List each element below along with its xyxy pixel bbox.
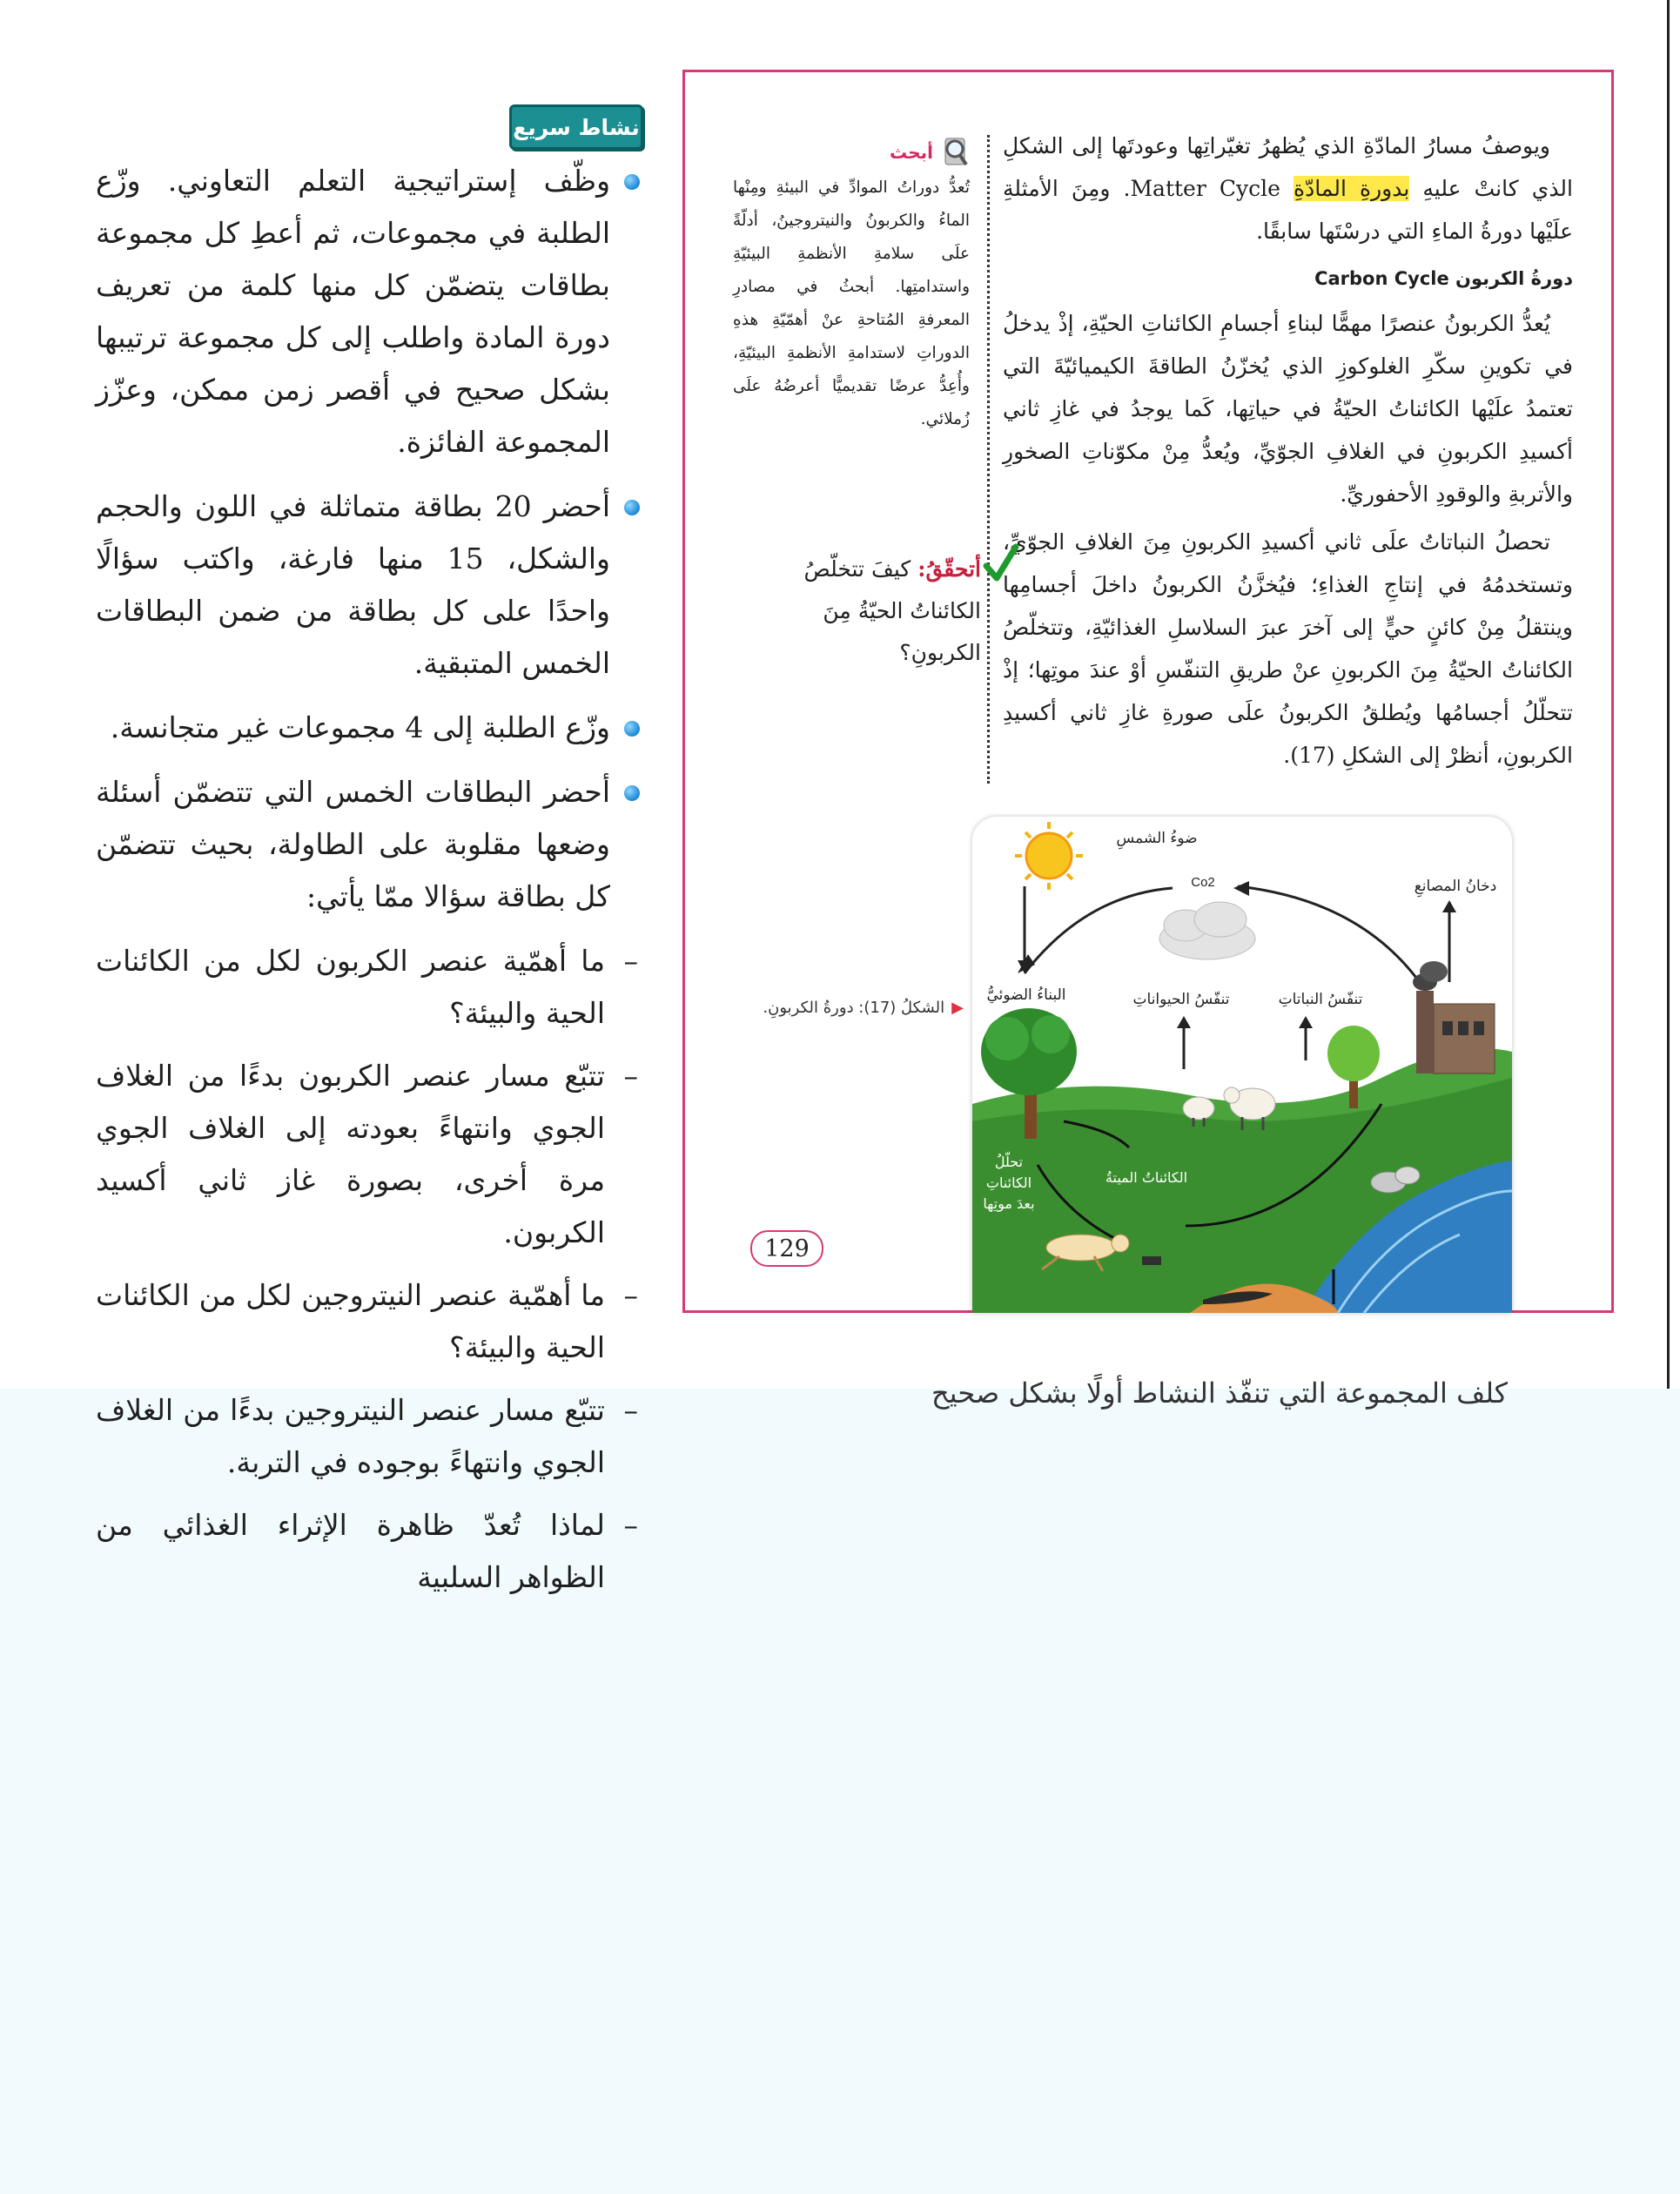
bullet-dot-icon bbox=[624, 785, 640, 801]
question-item bbox=[96, 935, 640, 1040]
dead-organisms-label: الكائناتُ الميتةُ bbox=[1105, 1169, 1188, 1186]
margin-rule bbox=[1667, 0, 1670, 1389]
checkmark-icon bbox=[983, 543, 1019, 583]
note-bullet bbox=[96, 481, 640, 690]
page-number: 129 bbox=[750, 1230, 823, 1267]
carbon-cycle-figure bbox=[972, 817, 1512, 1313]
check-text: كيفَ تتخلّصُ الكائناتُ الحيّةُ مِنَ الكربونِ؟ bbox=[803, 556, 981, 665]
highlighted-term: بدورةِ المادّةِ bbox=[1294, 176, 1410, 201]
arrow-head-icon bbox=[1299, 1016, 1313, 1028]
dash-marker: – bbox=[623, 1508, 638, 1542]
insects-icon bbox=[1142, 1256, 1161, 1265]
carbon-cycle-illustration bbox=[972, 817, 1512, 1313]
note-text: أحضر 20 بطاقة متماثلة في اللون والحجم والشكل، 15 منها فارغة، واكتب سؤالًا واحدًا على كل بطاقة من ضمن البطاقات الخمس المتبقية. bbox=[96, 489, 611, 680]
question-text: تتبّع مسار عنصر الكربون بدءًا من الغلاف الجوي وانتهاءً بعودته إلى الغلاف الجوي مرة أخرى، بصورة غاز ثاني أكسيد الكربون. bbox=[96, 1059, 605, 1249]
decay-label-line3: بعدَ موتِها bbox=[983, 1195, 1035, 1212]
photosynthesis-label: البناءُ الضوئيُّ bbox=[986, 986, 1066, 1004]
dash-marker: – bbox=[623, 944, 638, 978]
bullet-dot-icon bbox=[624, 721, 640, 737]
carbon-paragraph: يُعدُّ الكربونُ عنصرًا مهمًّا لبناءِ أجسامِ الكائناتِ الحيّةِ، إذْ يدخلُ في تكوينِ سكّرِ الغلوكوزِ الذي يُخزّنُ الطاقةَ الكيميائيّةَ التي تعتمدُ علَيْها الكائناتُ الحيّةُ في حياتِها، كَما يوجدُ في غازِ ثاني أكسيدِ الكربونِ في الغلافِ الجوّيِّ، ويُعدُّ مِنْ مكوّناتِ الصخورِ والأتربةِ والوقودِ الأحفوريِّ. bbox=[1003, 311, 1573, 507]
cloud-icon bbox=[1159, 902, 1255, 959]
note-bullet bbox=[96, 702, 640, 754]
check-question bbox=[742, 548, 981, 674]
intro-text-end: Matter Cycle. ومِنَ الأمثلةِ علَيْها دورةُ الماءِ التي درسْتَها سابقًا. bbox=[1003, 176, 1573, 244]
textbook-page bbox=[682, 70, 1614, 1313]
dash-marker: – bbox=[623, 1278, 638, 1312]
dash-marker: – bbox=[623, 1059, 638, 1093]
question-item bbox=[96, 1499, 640, 1604]
question-text: لماذا تُعدّ ظاهرة الإثراء الغذائي من الظواهر السلبية bbox=[96, 1508, 605, 1594]
sun-icon bbox=[1015, 822, 1083, 890]
intro-paragraph bbox=[1003, 125, 1573, 252]
bullet-dot-icon bbox=[624, 174, 640, 190]
research-title: أبحث bbox=[890, 142, 933, 163]
factory-icon bbox=[1413, 961, 1495, 1073]
intro-text: ويوصفُ مسارُ المادّةِ الذي يُظهرُ تغيّراتِها وعودتَها إلى الشكلِ الذي كانتْ عليهِ bbox=[1003, 133, 1573, 201]
check-label: أتحقّقُ: bbox=[917, 556, 981, 582]
decay-label-line2: الكائناتِ bbox=[985, 1174, 1032, 1191]
column-divider bbox=[987, 135, 990, 784]
co2-to-plants-arrow bbox=[1025, 888, 1173, 973]
note-text: وظّف إستراتيجية التعلم التعاوني. وزّع الطلبة في مجموعات، ثم أعطِ كل مجموعة بطاقات يتضمّن كل منها كلمة من تعريف دورة المادة واطلب إلى كل مجموعة ترتيبها بشكل صحيح في أقصر زمن ممكن، وعزّز المجموعة الفائزة. bbox=[96, 164, 610, 459]
research-text: تُعدُّ دوراتُ الموادِّ في البيئةِ ومِنْها الماءُ والكربونُ والنيتروجينُ، أدلّةً علَى سلامةِ الأنظمةِ البيئيّةِ واستدامتِها. أبحثُ في مصادرِ المعرفةِ المُتاحةِ عنْ أهمّيّةِ هذهِ الدوراتِ لاستدامةِ الأنظمةِ البيئيّةِ، وأُعِدُّ عرضًا تقديميًّا أعرضُهُ علَى زُملائي. bbox=[733, 178, 970, 428]
arrow-head-icon bbox=[1442, 900, 1456, 912]
co2-label: Co2 bbox=[1191, 875, 1215, 890]
plants-paragraph: تحصلُ النباتاتُ علَى ثاني أكسيدِ الكربونِ مِنَ الغلافِ الجوّيِّ، وتستخدمُهُ في إنتاجِ الغذاءِ؛ فيُخزَّنُ الكربونُ داخلَ أجسامِها وينتقلُ مِنْ كائنٍ حيٍّ إلى آخرَ عبرَ السلاسلِ الغذائيّةِ، وتتخلّصُ الكائناتُ الحيّةُ مِنَ الكربونِ عنْ طريقِ التنفّسِ أوْ عندَ موتِها؛ إذْ تتحلّلُ أجسامُها ويُطلقُ الكربونُ علَى صورةِ غازِ ثاني أكسيدِ الكربونِ، أنظرْ إلى الشكلِ (17). bbox=[1003, 529, 1573, 768]
arrow-head-icon bbox=[1233, 881, 1249, 896]
section-heading: دورةُ الكربون Carbon Cycle bbox=[1314, 268, 1573, 289]
arrow-head-icon bbox=[1177, 1016, 1191, 1028]
dash-marker: – bbox=[623, 1393, 638, 1427]
question-item bbox=[96, 1269, 640, 1374]
plant-respiration-label: تنفّسُ النباتاتِ bbox=[1278, 991, 1363, 1008]
bullet-dot-icon bbox=[624, 500, 640, 515]
question-text: ما أهمّية عنصر الكربون لكل من الكائنات الحية والبيئة؟ bbox=[96, 944, 605, 1030]
teacher-notes bbox=[96, 155, 640, 1614]
magnifier-icon bbox=[940, 135, 970, 170]
note-bullet bbox=[96, 155, 640, 468]
caption-text: الشكلُ (17): دورةُ الكربونِ. bbox=[763, 999, 945, 1017]
quick-activity-badge: نشاط سريع bbox=[509, 104, 643, 150]
question-text: تتبّع مسار عنصر النيتروجين بدءًا من الغلاف الجوي وانتهاءً بوجوده في التربة. bbox=[96, 1393, 605, 1479]
research-box bbox=[733, 135, 970, 436]
question-item bbox=[96, 1050, 640, 1259]
question-item bbox=[96, 1384, 640, 1489]
note-bullet bbox=[96, 766, 640, 923]
research-header bbox=[733, 135, 970, 170]
cut-off-text: كلف المجموعة التي تنفّذ النشاط أولًا بشكل صحيح bbox=[931, 1376, 1509, 1410]
sunlight-label: ضوءُ الشمسِ bbox=[1116, 830, 1198, 847]
main-text bbox=[1003, 125, 1573, 782]
respiration-to-co2-arrow bbox=[1238, 886, 1416, 978]
caption-pointer-icon: ▶ bbox=[951, 999, 964, 1017]
decay-label-line1: تحلّلُ bbox=[994, 1154, 1024, 1170]
note-text: أحضر البطاقات الخمس التي تتضمّن أسئلة وضعها مقلوبة على الطاولة، بحيث تتضمّن كل بطاقة سؤالا ممّا يأتي: bbox=[96, 775, 610, 913]
animal-respiration-label: تنفّسُ الحيواناتِ bbox=[1132, 991, 1230, 1008]
figure-caption bbox=[746, 999, 964, 1017]
note-text: وزّع الطلبة إلى 4 مجموعات غير متجانسة. bbox=[110, 710, 610, 744]
question-text: ما أهمّية عنصر النيتروجين لكل من الكائنات الحية والبيئة؟ bbox=[96, 1278, 605, 1364]
factory-smoke-label: دخانُ المصانعِ bbox=[1414, 878, 1497, 895]
